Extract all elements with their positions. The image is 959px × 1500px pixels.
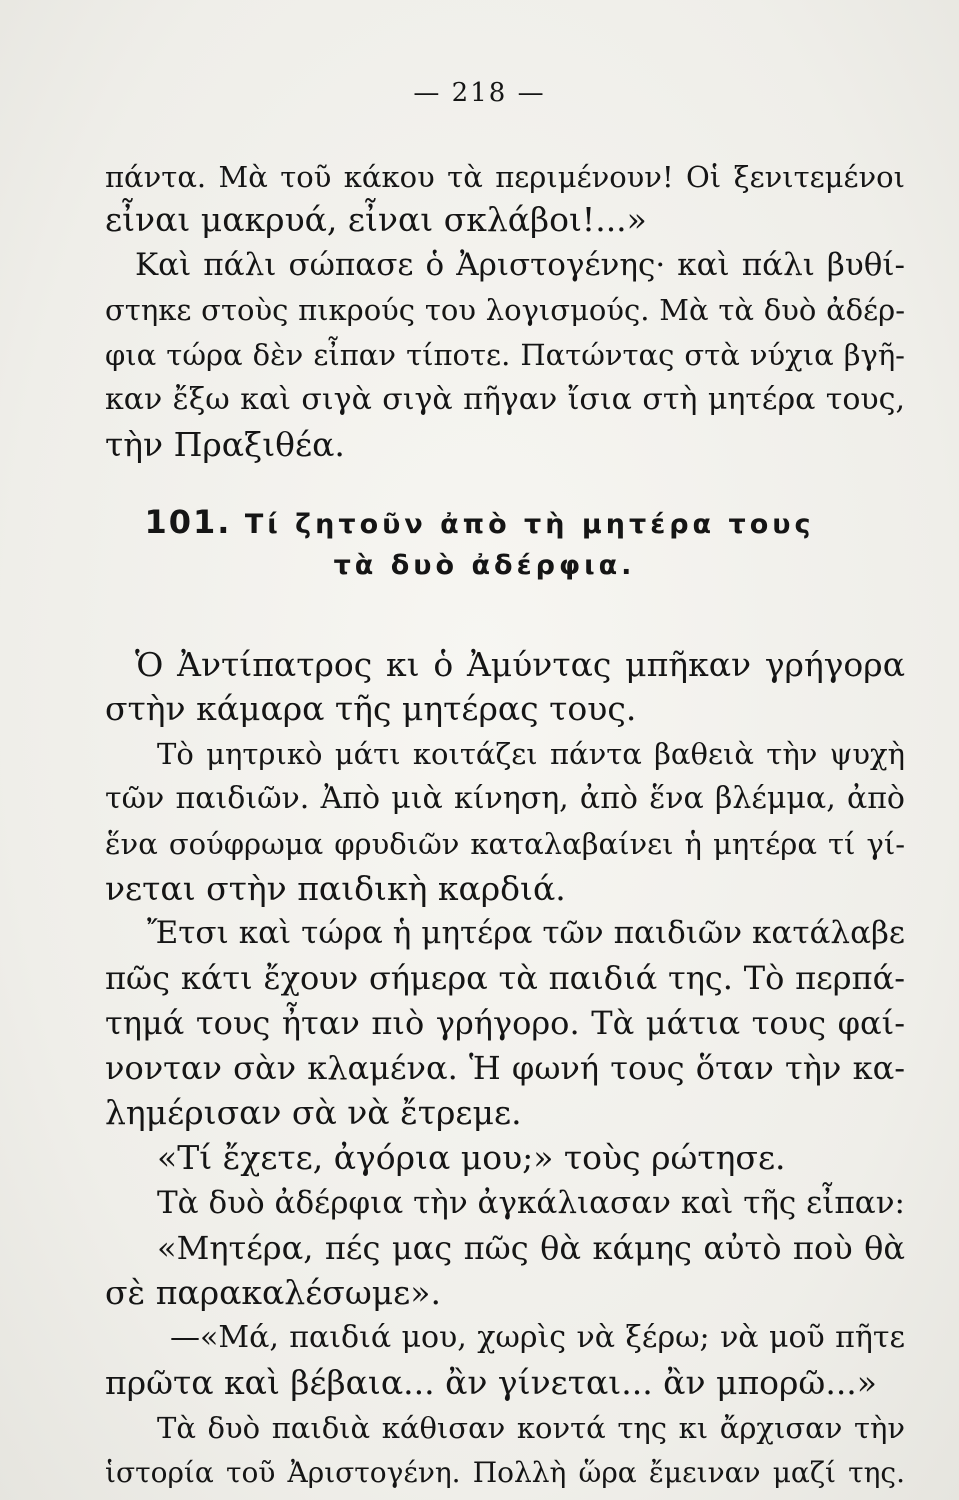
text-line: πρῶτα καὶ βέβαια... ἂν γίνεται... ἂν μπορῶ...»	[105, 1363, 877, 1402]
text-line: τημά τους ἦταν πιὸ γρήγορο. Τὰ μάτια τους φαί-	[105, 1004, 905, 1042]
section-number: 101.	[144, 503, 232, 541]
text-line: εἶναι μακρυά, εἶναι σκλάβοι!...»	[105, 200, 647, 239]
text-line: σὲ παρακαλέσωμε».	[105, 1273, 441, 1312]
section-title: Τί ζητοῦν ἀπὸ τὴ μητέρα τους	[244, 509, 815, 540]
text-line: «Τί ἔχετε, ἀγόρια μου;» τοὺς ρώτησε.	[157, 1138, 786, 1177]
text-line: πῶς κάτι ἔχουν σήμερα τὰ παιδιά της. Τὸ περπά-	[105, 959, 905, 997]
text-line: Τὰ δυὸ ἀδέρφια τὴν ἀγκάλιασαν καὶ τῆς εἶπαν:	[157, 1185, 905, 1221]
text-line: στηκε στοὺς πικρούς του λογισμούς. Μὰ τὰ δυὸ ἀδέρ-	[105, 293, 905, 327]
text-line: Ἔτσι καὶ τώρα ἡ μητέρα τῶν παιδιῶν κατάλαβε	[147, 915, 905, 951]
text-line: ἕνα σούφρωμα φρυδιῶν καταλαβαίνει ἡ μητέρα τί γί-	[105, 827, 905, 861]
text-line: καν ἔξω καὶ σιγὰ σιγὰ πῆγαν ἴσια στὴ μητέρα τους,	[105, 382, 905, 417]
text-line: ἱστορία τοῦ Ἀριστογένη. Πολλὴ ὥρα ἔμειναν μαζί της.	[105, 1456, 905, 1489]
section-heading-line1	[0, 503, 959, 541]
text-line: Τὸ μητρικὸ μάτι κοιτάζει πάντα βαθειὰ τὴν ψυχὴ	[157, 737, 905, 771]
text-line: λημέρισαν σὰ νὰ ἔτρεμε.	[105, 1093, 522, 1132]
text-line: φια τώρα δὲν εἶπαν τίποτε. Πατώντας στὰ νύχια βγῆ-	[105, 338, 905, 372]
page-number: — 218 —	[413, 78, 546, 108]
text-line: —«Μά, παιδιά μου, χωρὶς νὰ ξέρω; νὰ μοῦ πῆτε	[170, 1320, 905, 1355]
section-heading-line2: τὰ δυὸ ἀδέρφια.	[333, 550, 636, 581]
text-line: στὴν κάμαρα τῆς μητέρας τους.	[105, 689, 637, 728]
text-line: τὴν Πραξιθέα.	[105, 425, 345, 464]
text-line: νονταν σὰν κλαμένα. Ἡ φωνή τους ὅταν τὴν κα-	[105, 1049, 905, 1087]
text-line: Ὁ Ἀντίπατρος κι ὁ Ἀμύντας μπῆκαν γρήγορα	[135, 645, 905, 684]
text-line: πάντα. Μὰ τοῦ κάκου τὰ περιμένουν! Οἱ ξενιτεμένοι	[105, 160, 905, 194]
text-line: «Μητέρα, πές μας πῶς θὰ κάμης αὐτὸ ποὺ θὰ	[157, 1229, 905, 1267]
text-line: νεται στὴν παιδικὴ καρδιά.	[105, 869, 566, 908]
text-line: τῶν παιδιῶν. Ἀπὸ μιὰ κίνηση, ἀπὸ ἕνα βλέμμα, ἀπὸ	[105, 781, 905, 816]
text-line: Τὰ δυὸ παιδιὰ κάθισαν κοντά της κι ἄρχισαν τὴν	[157, 1411, 905, 1445]
text-line: Καὶ πάλι σώπασε ὁ Ἀριστογένης· καὶ πάλι βυθί-	[135, 247, 905, 283]
